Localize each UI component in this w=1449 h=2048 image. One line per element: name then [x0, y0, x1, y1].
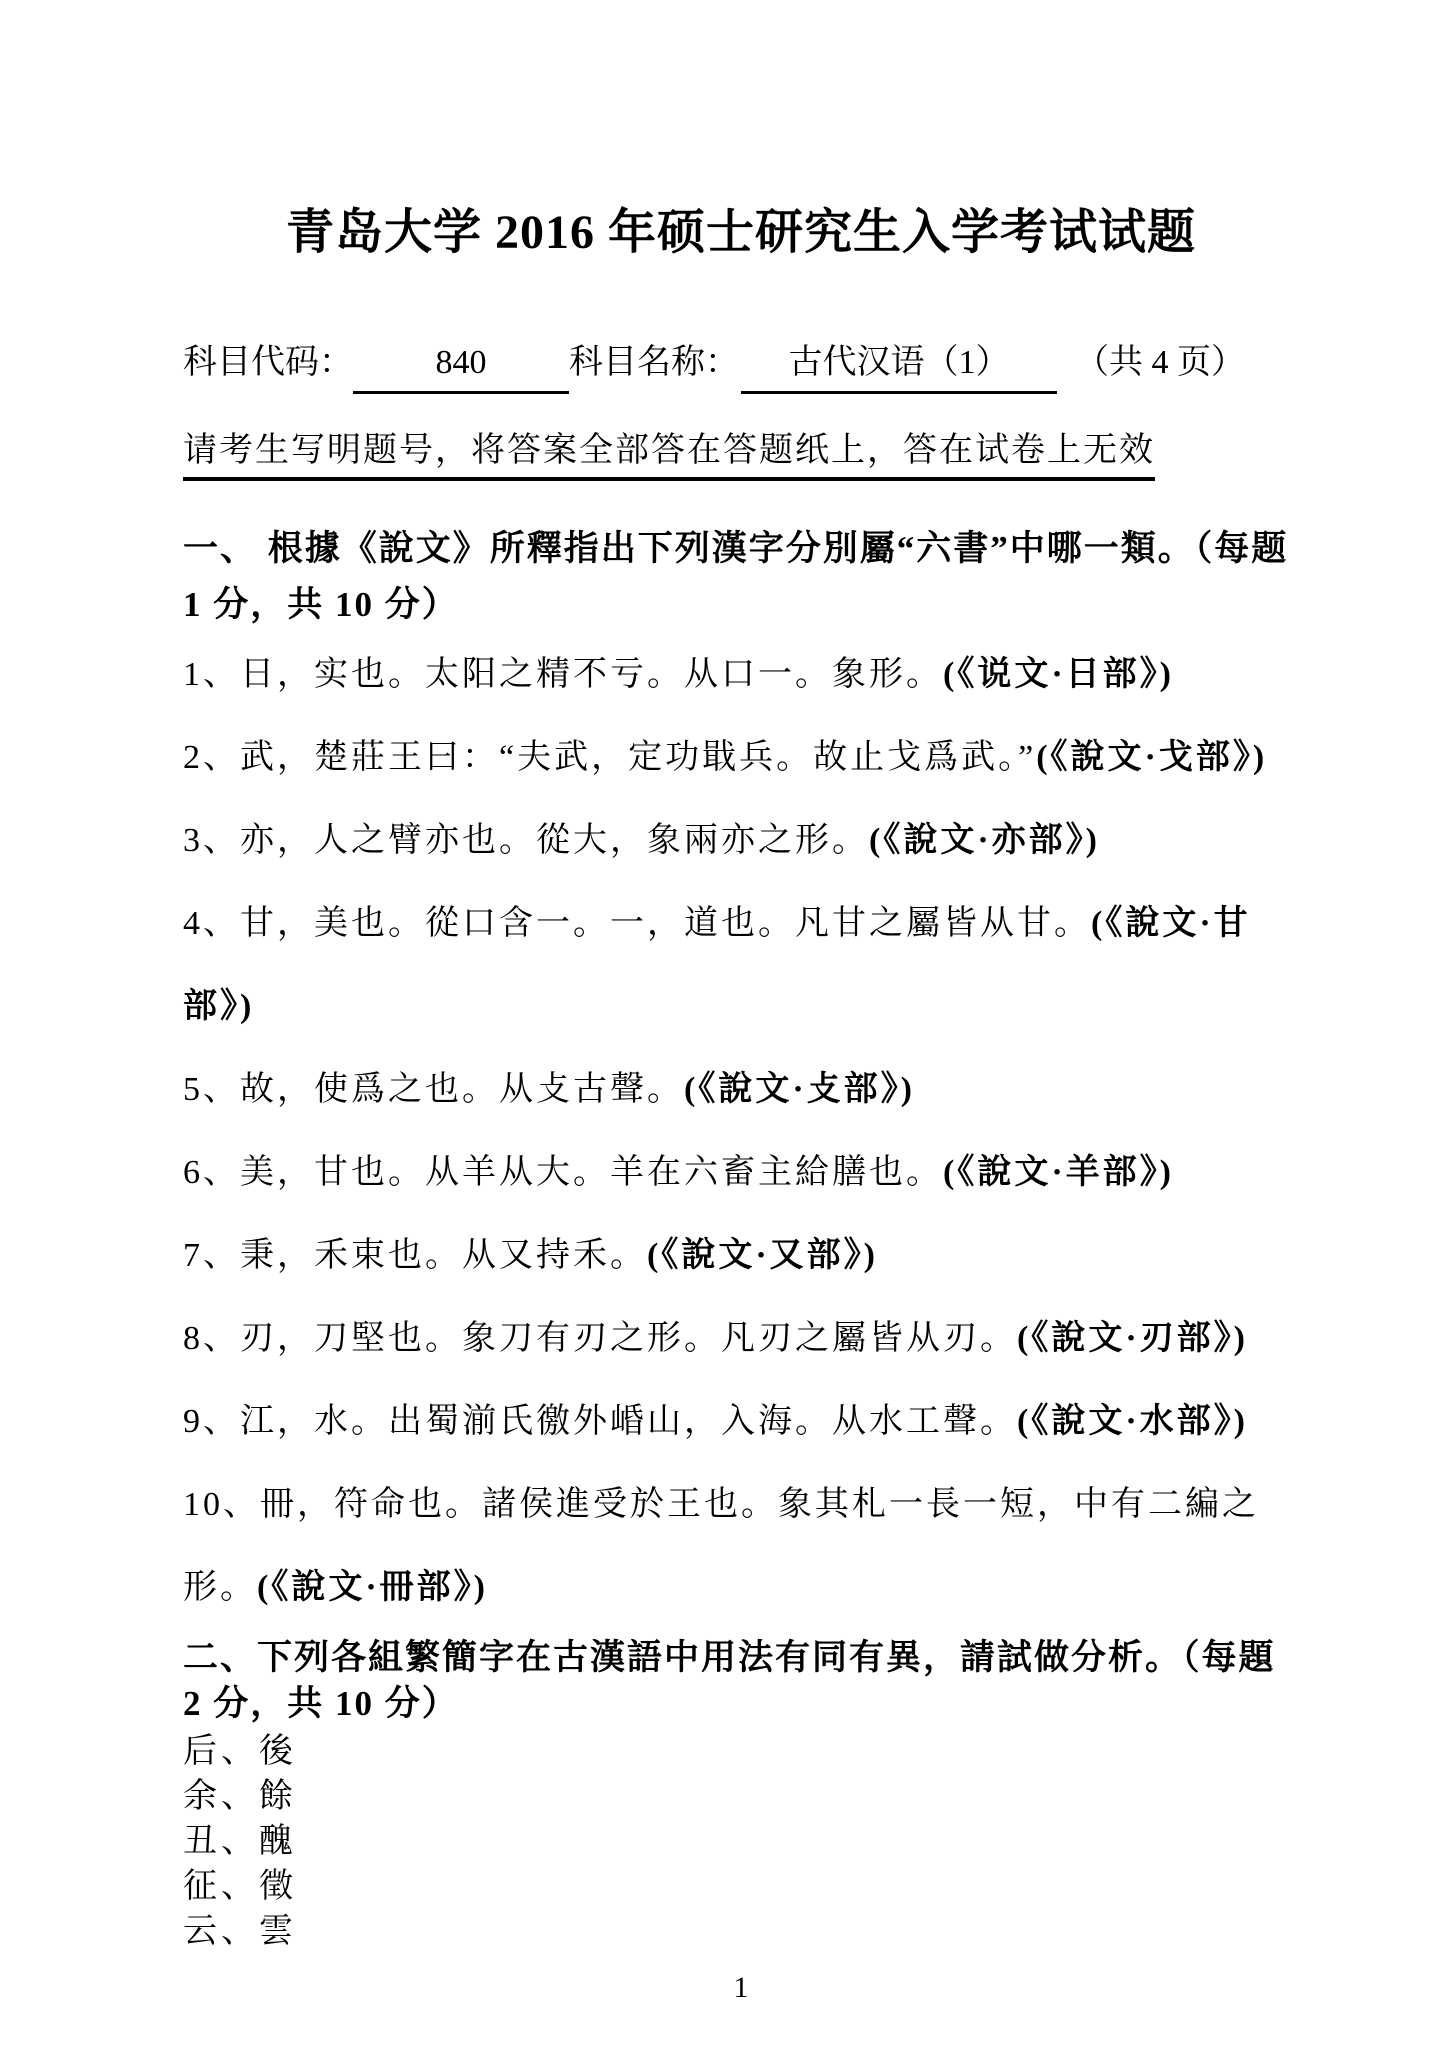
page-number: 1 [733, 1971, 749, 2004]
hanzi-pair-4: 征、徵 [183, 1868, 297, 1905]
subject-name-value: 古代汉语（1） [741, 343, 1057, 394]
exam-item-5 [183, 1048, 1299, 1131]
hanzi-pair-5: 云、雲 [183, 1913, 297, 1950]
item-citation: (《說文·戈部》) [1036, 739, 1268, 776]
item-text: 1、日，实也。太阳之精不亏。从口一。象形。 [183, 656, 943, 693]
item-citation: (《說文·冊部》) [257, 1569, 488, 1606]
item-text: 2、武，楚莊王曰：“夫武，定功戢兵。故止戈爲武。” [183, 739, 1037, 776]
item-citation: (《說文·又部》) [647, 1237, 878, 1274]
item-citation: (《說文·水部》) [1017, 1403, 1248, 1440]
item-text: 3、亦，人之臂亦也。從大，象兩亦之形。 [183, 822, 869, 859]
item-text: 4、甘，美也。從口含一。一，道也。凡甘之屬皆从甘。 [183, 905, 1091, 942]
hanzi-pair-1: 后、後 [183, 1733, 297, 1770]
item-text: 6、美，甘也。从羊从大。羊在六畜主給膳也。 [183, 1154, 943, 1191]
notice-row [183, 431, 1299, 481]
exam-item-10 [183, 1463, 1299, 1629]
subject-code-value: 840 [353, 343, 569, 394]
total-pages-label: （共 4 页） [1075, 344, 1245, 381]
item-text: 9、江，水。出蜀湔氏徼外崏山，入海。从水工聲。 [183, 1403, 1017, 1440]
exam-item-1 [183, 633, 1299, 716]
subject-code-label: 科目代码： [183, 344, 353, 381]
exam-item-7 [183, 1214, 1299, 1297]
section2-pairs [183, 1729, 1299, 1954]
item-citation: (《說文·甘部》) [183, 905, 1251, 1025]
item-text: 10、冊，符命也。諸侯進受於王也。象其札一長一短，中有二編之形。 [183, 1486, 1259, 1606]
subject-info-row [183, 343, 1299, 383]
item-text: 8、刃，刀堅也。象刀有刃之形。凡刃之屬皆从刃。 [183, 1320, 1017, 1357]
item-citation: (《說文·攴部》) [684, 1071, 915, 1108]
exam-item-4 [183, 882, 1299, 1048]
exam-item-9 [183, 1380, 1299, 1463]
exam-item-2 [183, 716, 1299, 799]
exam-item-8 [183, 1297, 1299, 1380]
item-citation: (《說文·刃部》) [1017, 1320, 1248, 1357]
exam-item-3 [183, 799, 1299, 882]
section1-heading: 一、 根據《說文》所釋指出下列漢字分別屬“六書”中哪一類。（每题 1 分，共 10 分） [183, 529, 1289, 624]
item-text: 7、秉，禾束也。从又持禾。 [183, 1237, 647, 1274]
notice-text: 请考生写明题号，将答案全部答在答题纸上，答在试卷上无效 [183, 431, 1155, 481]
item-citation: (《说文·日部》) [943, 656, 1174, 693]
hanzi-pair-3: 丑、醜 [183, 1823, 297, 1860]
item-citation: (《說文·羊部》) [943, 1154, 1174, 1191]
hanzi-pair-2: 余、餘 [183, 1778, 297, 1815]
exam-item-6 [183, 1131, 1299, 1214]
subject-name-label: 科目名称： [569, 344, 739, 381]
section2-heading: 二、下列各組繁簡字在古漢語中用法有同有異，請試做分析。（每題 2 分，共 10 分） [183, 1638, 1276, 1723]
item-text: 5、故，使爲之也。从攴古聲。 [183, 1071, 684, 1108]
page-title: 青岛大学 2016 年硕士研究生入学考试试题 [285, 206, 1196, 259]
section1-items [183, 633, 1299, 1629]
item-citation: (《說文·亦部》) [869, 822, 1100, 859]
